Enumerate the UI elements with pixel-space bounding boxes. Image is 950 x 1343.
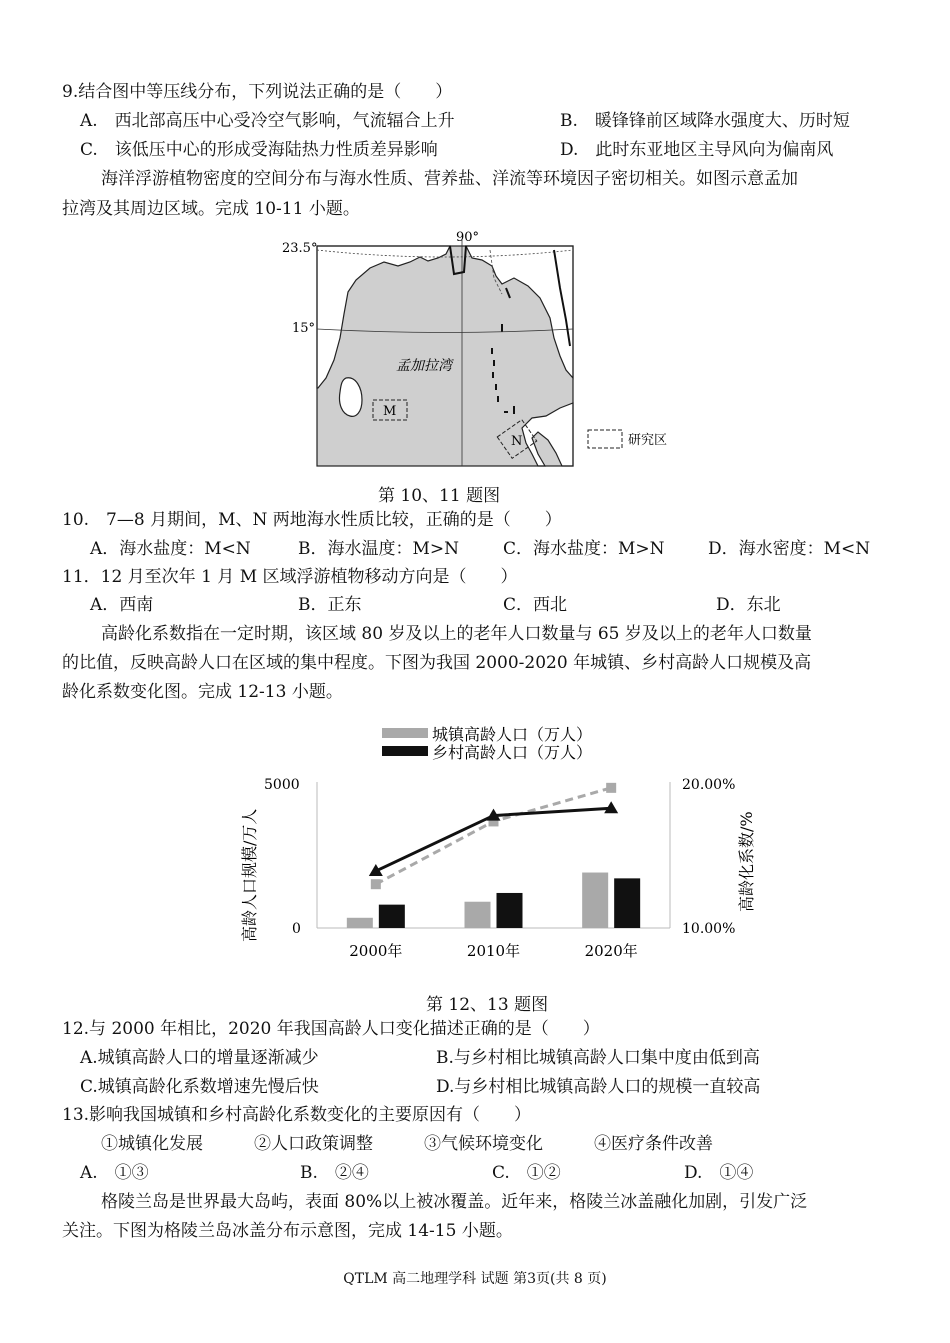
legend-label: 研究区: [628, 433, 668, 448]
page-footer: QTLM 高二地理学科 试题 第3页(共 8 页): [343, 1271, 607, 1287]
q11-option-c: C．西北: [503, 595, 568, 615]
intro-10-11-line2: 拉湾及其周边区域。完成 10-11 小题。: [62, 199, 360, 219]
bar-urban-0: [347, 918, 373, 928]
intro-10-11-line1: 海洋浮游植物密度的空间分布与海水性质、营养盐、洋流等环境因子密切相关。如图示意孟加: [101, 169, 798, 189]
bar-rural-1: [497, 893, 523, 928]
q10-option-a: A．海水盐度：M<N: [90, 539, 251, 559]
q10-stem: 10. 7—8 月期间，M、N 两地海水性质比较，正确的是（ ）: [62, 510, 562, 530]
q11-stem: 11．12 月至次年 1 月 M 区域浮游植物移动方向是（ ）: [62, 567, 518, 587]
q11-option-b: B．正东: [298, 595, 362, 615]
marker-urban-2: [606, 783, 616, 793]
bar-rural-2: [614, 878, 640, 928]
legend-box: [588, 430, 622, 448]
q10-option-c: C．海水盐度：M>N: [503, 539, 665, 559]
marker-urban-0: [371, 879, 381, 889]
q12-option-c: C.城镇高龄化系数增速先慢后快: [80, 1077, 319, 1097]
q10-option-b: B．海水温度：M>N: [298, 539, 460, 559]
q9-stem: 9.结合图中等压线分布，下列说法正确的是（ ）: [62, 82, 453, 102]
q13-option-a: A. ①③: [80, 1163, 149, 1183]
x-tick-label-2: 2020年: [584, 942, 638, 960]
x-tick-label-1: 2010年: [466, 942, 521, 960]
q9-option-a: A. 西北部高压中心受冷空气影响，气流辐合上升: [80, 111, 455, 131]
map-caption: 第 10、11 题图: [378, 486, 501, 506]
chart-caption: 第 12、13 题图: [426, 995, 549, 1015]
legend-swatch-urban: [382, 728, 428, 738]
intro-14-15-line1: 格陵兰岛是世界最大岛屿，表面 80%以上被冰覆盖。近年来，格陵兰冰盖融化加剧，引发广泛: [101, 1192, 808, 1212]
bar-rural-0: [379, 905, 405, 928]
q13-option-d: D. ①④: [684, 1163, 754, 1183]
line-urban-coefficient: [376, 788, 611, 884]
y-tick-bottom: 0: [292, 921, 301, 937]
q12-option-b: B.与乡村相比城镇高龄人口集中度由低到高: [436, 1048, 760, 1068]
lat-label-top: 23.5°: [282, 241, 318, 256]
q13-option-c: C. ①②: [492, 1163, 561, 1183]
bar-urban-2: [582, 873, 608, 928]
elderly-population-chart: [200, 718, 760, 980]
y2-axis-title: 高龄化系数/%: [737, 811, 756, 912]
q9-option-b: B. 暖锋锋前区域降水强度大、历时短: [560, 111, 850, 131]
q10-option-d: D．海水密度：M<N: [708, 539, 871, 559]
intro-12-13-line2: 的比值，反映高龄人口在区域的集中程度。下图为我国 2000-2020 年城镇、乡村高龄人口规模及高: [62, 653, 812, 673]
q9-option-c: C. 该低压中心的形成受海陆热力性质差异影响: [80, 140, 438, 160]
q12-option-d: D.与乡村相比城镇高龄人口的规模一直较高: [436, 1077, 761, 1097]
box-n-label: N: [511, 434, 523, 449]
legend-swatch-rural: [382, 746, 428, 756]
q11-option-d: D．东北: [716, 595, 781, 615]
legend-urban: 城镇高龄人口（万人）: [432, 725, 593, 744]
y2-tick-bottom: 10.00%: [682, 921, 736, 937]
y-axis-title: 高龄人口规模/万人: [240, 808, 259, 942]
bay-of-bengal-map: [270, 228, 690, 473]
q11-option-a: A．西南: [90, 595, 154, 615]
intro-14-15-line2: 关注。下图为格陵兰岛冰盖分布示意图，完成 14-15 小题。: [62, 1221, 513, 1241]
q9-option-d: D. 此时东亚地区主导风向为偏南风: [560, 140, 834, 160]
lon-label: 90°: [456, 230, 480, 245]
intro-12-13-line3: 龄化系数变化图。完成 12-13 小题。: [62, 682, 343, 702]
q12-stem: 12.与 2000 年相比，2020 年我国高龄人口变化描述正确的是（ ）: [62, 1019, 600, 1039]
lat-label-mid: 15°: [292, 321, 316, 336]
x-tick-label-0: 2000年: [349, 942, 403, 960]
q13-option-b: B. ②④: [300, 1163, 369, 1183]
box-m-label: M: [383, 404, 397, 419]
bar-urban-1: [465, 902, 491, 928]
intro-12-13-line1: 高龄化系数指在一定时期，该区域 80 岁及以上的老年人口数量与 65 岁及以上的老年人口数量: [101, 624, 812, 644]
bay-label: 孟加拉湾: [396, 358, 452, 374]
legend-rural: 乡村高龄人口（万人）: [432, 743, 593, 762]
y-tick-top: 5000: [264, 777, 300, 793]
q13-stem: 13.影响我国城镇和乡村高龄化系数变化的主要原因有（ ）: [62, 1105, 532, 1125]
y2-tick-top: 20.00%: [682, 777, 736, 793]
q12-option-a: A.城镇高龄人口的增量逐渐减少: [80, 1048, 319, 1068]
q13-statements: ①城镇化发展 ②人口政策调整 ③气候环境变化 ④医疗条件改善: [101, 1134, 713, 1154]
